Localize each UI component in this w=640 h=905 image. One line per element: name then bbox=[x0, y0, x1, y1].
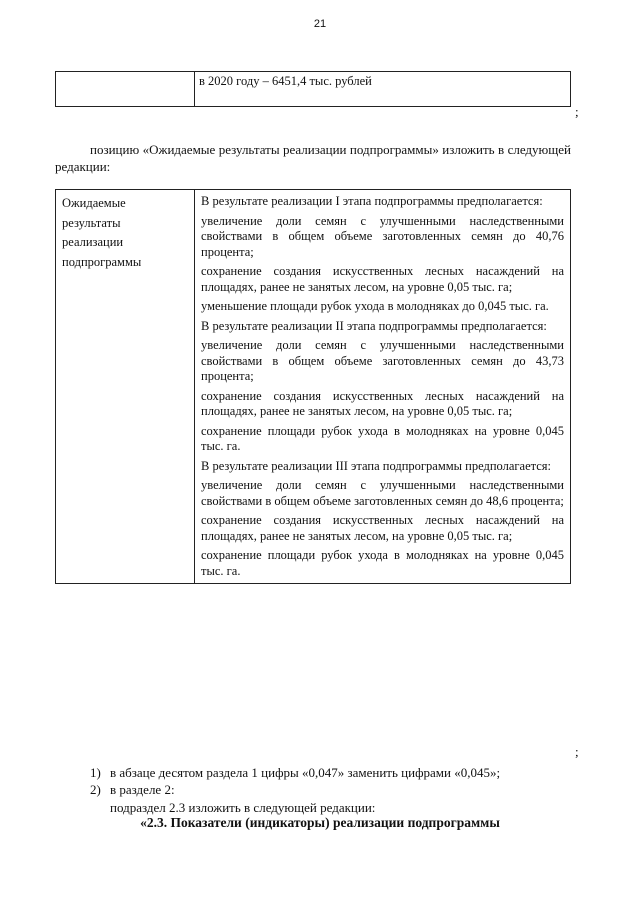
list-item bbox=[90, 781, 500, 798]
results-paragraph: сохранение создания искусственных лесных насаждений на площадях, ранее не занятых лесом, на уровне 0,05 тыс. га; bbox=[201, 513, 564, 543]
table-cell-budget: в 2020 году – 6451,4 тыс. рублей bbox=[195, 72, 571, 107]
list-text: в разделе 2: bbox=[110, 782, 175, 797]
results-paragraph: В результате реализации III этапа подпрограммы предполагается: bbox=[201, 458, 552, 473]
results-paragraph: сохранение площади рубок ухода в молодняках на уровне 0,045 тыс. га. bbox=[201, 423, 564, 453]
list-item bbox=[90, 764, 500, 781]
table-row bbox=[56, 190, 571, 584]
results-content-cell bbox=[195, 190, 571, 584]
section-heading: «2.3. Показатели (индикаторы) реализации подпрограммы bbox=[140, 815, 500, 830]
list-number: 1) bbox=[90, 765, 101, 780]
page-number: 21 bbox=[313, 18, 327, 30]
subsection-instruction: подраздел 2.3 изложить в следующей редакции: bbox=[110, 800, 376, 815]
row-label-cell bbox=[56, 190, 195, 584]
results-paragraph: увеличение доли семян с улучшенными наследственными свойствами в общем объеме заготовленных семян до 40,76 процента; bbox=[201, 213, 564, 259]
expected-results-table bbox=[55, 189, 571, 584]
results-paragraph: увеличение доли семян с улучшенными наследственными свойствами в общем объеме заготовленных семян до 43,73 процента; bbox=[201, 338, 564, 383]
results-paragraph: сохранение создания искусственных лесных насаждений на площадях, ранее не занятых лесом, на уровне 0,05 тыс. га; bbox=[201, 264, 564, 294]
budget-table bbox=[55, 71, 571, 107]
amendment-list bbox=[90, 764, 500, 798]
label-line: реализации bbox=[62, 235, 124, 249]
table-row bbox=[56, 72, 571, 107]
results-paragraph: увеличение доли семян с улучшенными наследственными свойствами в общем объеме заготовленных семян до 48,6 процента; bbox=[201, 478, 564, 508]
results-paragraph: уменьшение площади рубок ухода в молодняках до 0,045 тыс. га. bbox=[201, 299, 549, 313]
label-line: Ожидаемые bbox=[62, 196, 126, 210]
results-paragraph: В результате реализации II этапа подпрограммы предполагается: bbox=[201, 318, 547, 333]
semicolon-mark: ; bbox=[575, 744, 579, 759]
list-number: 2) bbox=[90, 782, 101, 797]
table-cell-empty bbox=[56, 72, 195, 107]
intro-paragraph: позицию «Ожидаемые результаты реализации подпрограммы» изложить в следующей редакции: bbox=[55, 142, 571, 174]
semicolon-mark: ; bbox=[575, 104, 579, 119]
list-text: в абзаце десятом раздела 1 цифры «0,047» заменить цифрами «0,045»; bbox=[110, 765, 501, 780]
label-line: результаты bbox=[62, 215, 121, 230]
label-line: подпрограммы bbox=[62, 254, 142, 269]
results-paragraph: сохранение площади рубок ухода в молодняках на уровне 0,045 тыс. га. bbox=[201, 548, 564, 578]
results-paragraph: сохранение создания искусственных лесных насаждений на площадях, ранее не занятых лесом, на уровне 0,05 тыс. га; bbox=[201, 388, 564, 418]
results-paragraph: В результате реализации I этапа подпрограммы предполагается: bbox=[201, 194, 543, 208]
